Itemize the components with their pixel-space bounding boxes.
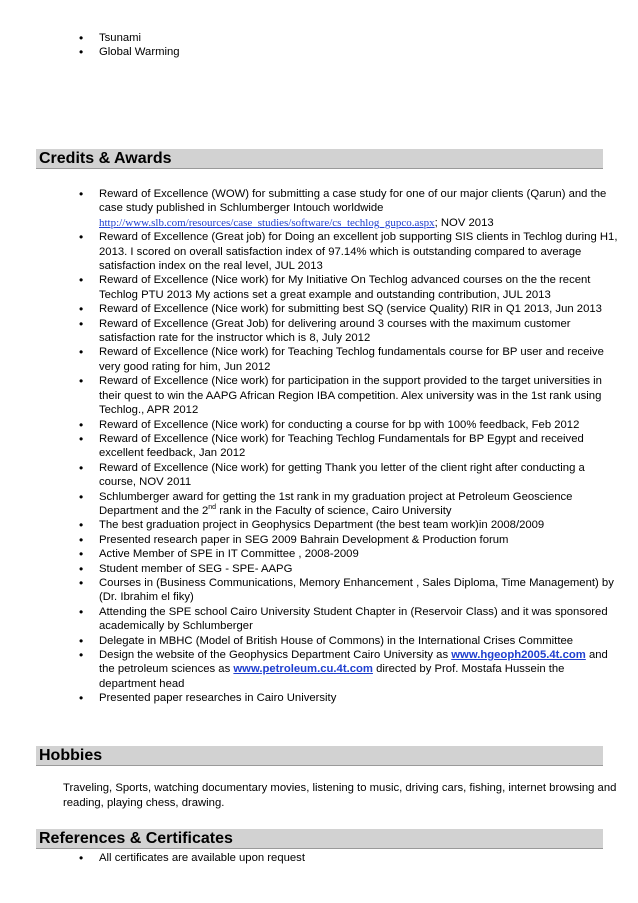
geophysics-website-link[interactable]: www.hgeoph2005.4t.com xyxy=(451,649,586,661)
award-item: • Presented paper researches in Cairo University xyxy=(70,691,618,705)
award-item xyxy=(70,648,618,691)
award-item: • Student member of SEG - SPE- AAPG xyxy=(70,562,618,576)
award-item: • Reward of Excellence (Great job) for Doing an excellent job supporting SIS clients in Techlog during H1, 2013. I scored on overall satisfaction index of 97.14% which is outstanding compared to average satisfaction index on the real level, JUL 2013 xyxy=(70,230,618,273)
award-text: Reward of Excellence (WOW) for submitting a case study for one of our major clients (Qarun) and the case study published in Schlumberger Intouch worldwide xyxy=(99,188,607,215)
award-item: • Reward of Excellence (Great Job) for delivering around 3 courses with the maximum customer satisfaction rate for the instructor which is 8, July 2012 xyxy=(70,317,618,346)
award-item: • The best graduation project in Geophysics Department (the best team work)in 2008/2009 xyxy=(70,518,618,532)
section-header-credits xyxy=(36,149,603,169)
award-item: • Reward of Excellence (Nice work) for getting Thank you letter of the client right after conducting a course, NOV 2011 xyxy=(70,461,618,490)
award-item: • Delegate in MBHC (Model of British House of Commons) in the International Crises Committee xyxy=(70,634,618,648)
award-text: and the petroleum sciences as xyxy=(99,649,608,676)
petroleum-website-link[interactable]: www.petroleum.cu.4t.com xyxy=(233,663,373,676)
hobbies-text: Traveling, Sports, watching documentary movies, listening to music, driving cars, fishing, internet browsing and reading, playing chess, drawing. xyxy=(63,782,617,809)
section-header-hobbies xyxy=(36,746,603,766)
award-item: • Reward of Excellence (Nice work) for Teaching Techlog fundamentals course for BP user and receive very good rating for him, Jun 2012 xyxy=(70,345,618,374)
award-item xyxy=(70,187,618,230)
section-header-references xyxy=(36,829,603,849)
award-text: Design the website of the Geophysics Department Cairo University as xyxy=(99,649,452,661)
award-item xyxy=(70,490,618,519)
references-list xyxy=(70,851,610,865)
award-text: ; NOV 2013 xyxy=(434,216,494,229)
award-text: Schlumberger award for getting the 1st rank in my graduation project at Petroleum Geoscience Department and the 2 xyxy=(99,490,573,517)
award-text: directed by Prof. Mostafa Hussein the department head xyxy=(99,663,565,690)
top-bullet-list xyxy=(70,31,610,60)
ordinal-superscript: nd xyxy=(208,504,217,512)
award-item: • Presented research paper in SEG 2009 Bahrain Development & Production forum xyxy=(70,533,618,547)
award-item: • Reward of Excellence (Nice work) for participation in the support provided to the target universities in their quest to win the AAPG African Region IBA competition. Alex university was in the 1st rank using Techlog., APR 2012 xyxy=(70,374,618,417)
award-item: • Courses in (Business Communications, Memory Enhancement , Sales Diploma, Time Management) by (Dr. Ibrahim el fiky) xyxy=(70,576,618,605)
case-study-link[interactable]: http://www.slb.com/resources/case_studies/software/cs_techlog_gupco.aspx xyxy=(99,216,435,229)
section-title: Hobbies xyxy=(39,747,103,764)
section-title: References & Certificates xyxy=(39,830,233,847)
award-item: • Active Member of SPE in IT Committee , 2008-2009 xyxy=(70,547,618,561)
list-item: • Tsunami xyxy=(70,31,610,45)
list-item: • All certificates are available upon request xyxy=(70,851,610,865)
award-item: • Attending the SPE school Cairo University Student Chapter in (Reservoir Class) and it was sponsored academically by Schlumberger xyxy=(70,605,618,634)
awards-list xyxy=(70,187,618,706)
award-item: • Reward of Excellence (Nice work) for conducting a course for bp with 100% feedback, Feb 2012 xyxy=(70,418,618,432)
award-item: • Reward of Excellence (Nice work) for Teaching Techlog Fundamentals for BP Egypt and received excellent feedback, Jan 2012 xyxy=(70,432,618,461)
section-title: Credits & Awards xyxy=(39,150,172,167)
award-item: • Reward of Excellence (Nice work) for submitting best SQ (service Quality) RIR in Q1 2013, Jun 2013 xyxy=(70,302,618,316)
list-item: • Global Warming xyxy=(70,45,610,59)
award-text: rank in the Faculty of science, Cairo University xyxy=(216,504,452,517)
award-item: • Reward of Excellence (Nice work) for My Initiative On Techlog advanced courses on the the recent Techlog PTU 2013 My actions set a great example and outstanding contribution, JUL 2013 xyxy=(70,273,618,302)
